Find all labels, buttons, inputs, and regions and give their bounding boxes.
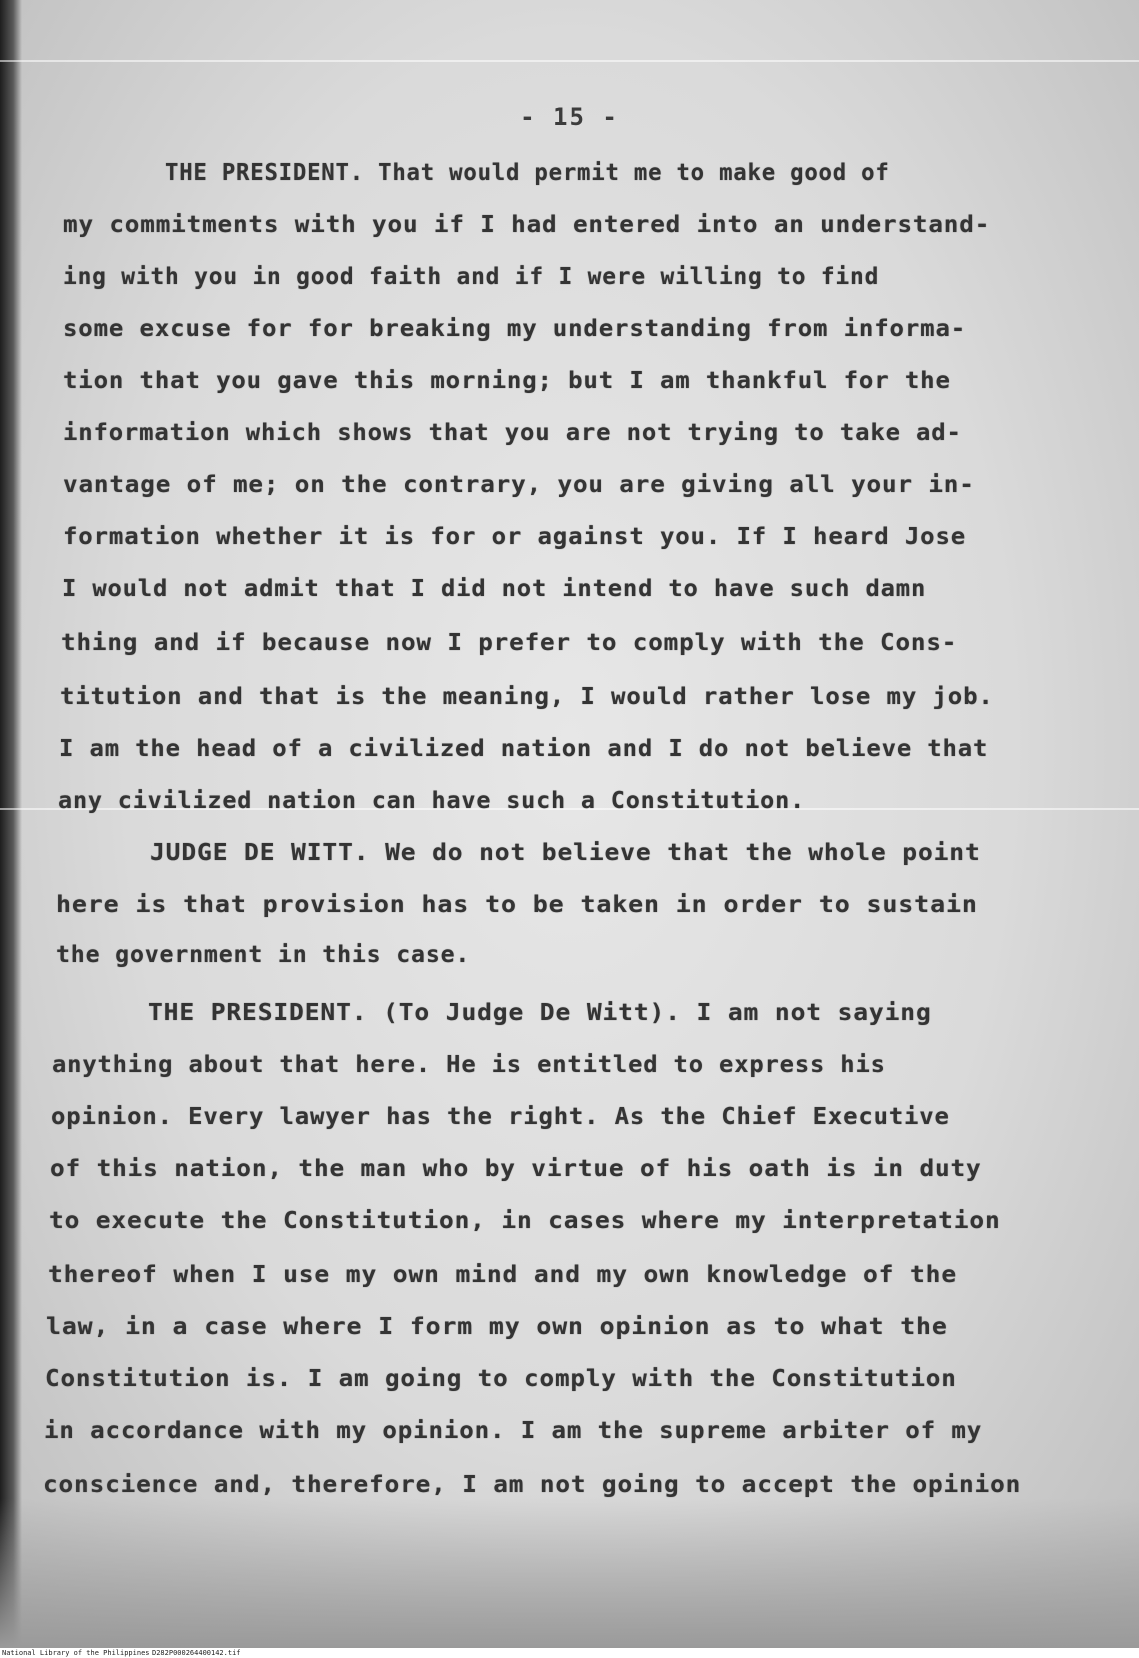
text-line: Constitution is. I am going to comply with the Constitution xyxy=(45,1366,957,1392)
text-line: information which shows that you are not trying to take ad- xyxy=(63,420,962,446)
text-line: anything about that here. He is entitled to express his xyxy=(52,1052,886,1078)
scan-footer xyxy=(0,1648,1139,1658)
text-line: formation whether it is for or against you. If I heard Jose xyxy=(63,524,967,550)
text-line: my commitments with you if I had entered into an understand- xyxy=(63,212,991,238)
text-line: ing with you in good faith and if I were willing to find xyxy=(63,264,880,290)
text-line: titution and that is the meaning, I would rather lose my job. xyxy=(60,684,994,710)
text-line: here is that provision has to be taken in order to sustain xyxy=(56,892,978,918)
text-line: THE PRESIDENT. (To Judge De Witt). I am not saying xyxy=(148,1000,932,1026)
page-number: - 15 - xyxy=(520,103,619,131)
text-line: THE PRESIDENT. That would permit me to make good of xyxy=(165,160,890,186)
source-label: National Library of the Philippines xyxy=(2,1649,150,1657)
text-line: any civilized nation can have such a Constitution. xyxy=(58,788,806,814)
text-line: tion that you gave this morning; but I am thankful for the xyxy=(63,368,951,394)
text-line: thing and if because now I prefer to comply with the Cons- xyxy=(61,630,958,656)
fold-crease xyxy=(0,60,1139,62)
text-line: of this nation, the man who by virtue of his oath is in duty xyxy=(50,1156,982,1182)
text-line: conscience and, therefore, I am not going to accept the opinion xyxy=(43,1472,1022,1498)
text-line: JUDGE DE WITT. We do not believe that the whole point xyxy=(150,840,981,866)
text-line: opinion. Every lawyer has the right. As the Chief Executive xyxy=(51,1104,950,1130)
text-line: to execute the Constitution, in cases where my interpretation xyxy=(49,1208,1001,1234)
text-line: thereof when I use my own mind and my own knowledge of the xyxy=(48,1262,958,1288)
text-line: the government in this case. xyxy=(56,942,471,968)
text-line: I am the head of a civilized nation and I do not believe that xyxy=(59,736,989,762)
text-line: some excuse for for breaking my understanding from informa- xyxy=(63,316,967,342)
text-line: in accordance with my opinion. I am the supreme arbiter of my xyxy=(44,1418,983,1444)
text-line: I would not admit that I did not intend to have such damn xyxy=(62,576,927,602)
text-line: vantage of me; on the contrary, you are giving all your in- xyxy=(63,472,975,498)
file-name: D282P000264400142.tif xyxy=(152,1649,241,1657)
text-line: law, in a case where I form my own opinion as to what the xyxy=(46,1314,948,1340)
